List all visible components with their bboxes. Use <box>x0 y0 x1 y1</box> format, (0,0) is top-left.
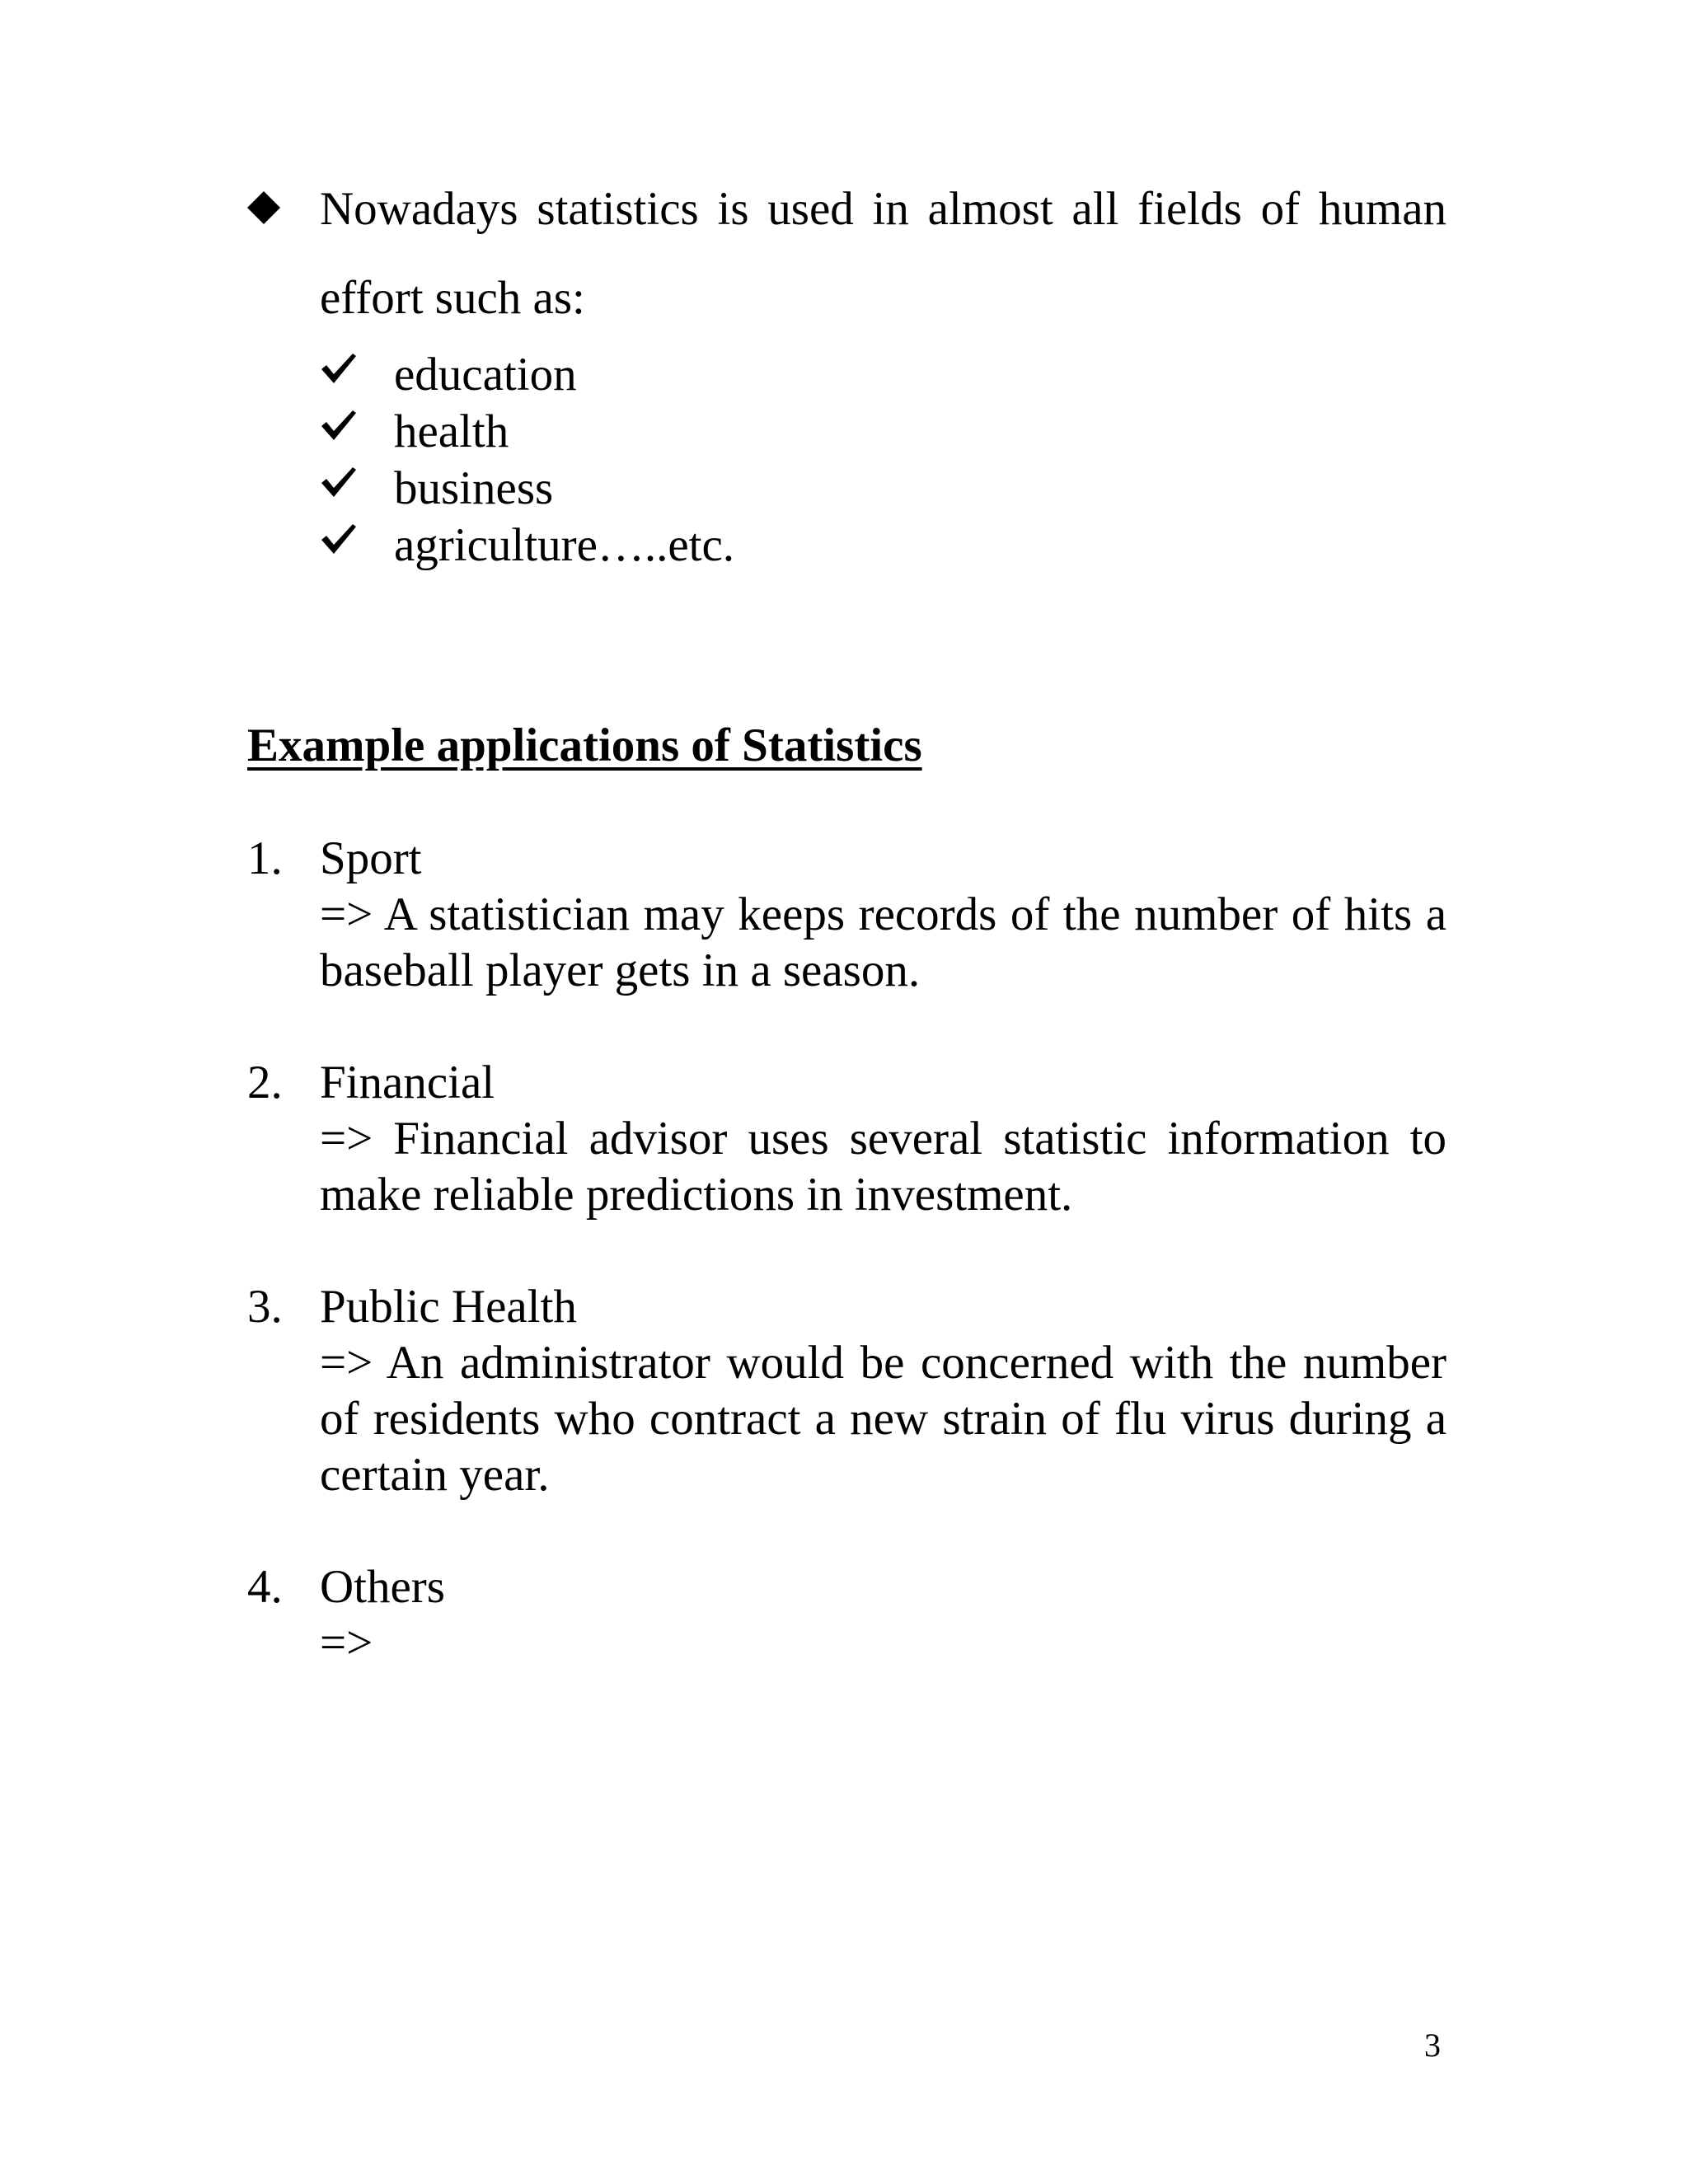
applications-list <box>247 831 1447 1727</box>
item-description: => A statistician may keeps records of the number of hits a baseball player gets in a season. <box>320 888 1447 996</box>
field-label: agriculture…..etc. <box>394 519 735 571</box>
list-item <box>247 831 1447 999</box>
page-number: 3 <box>1424 2027 1441 2064</box>
checkmark-icon <box>320 522 358 556</box>
item-number: 1. <box>247 832 283 884</box>
item-description: => Financial advisor uses several statistic information to make reliable predictions in investment. <box>320 1113 1447 1221</box>
intro-text: Nowadays statistics is used in almost all fields of human effort such as: <box>320 183 1447 324</box>
item-description: => <box>320 1617 373 1669</box>
item-title: Sport <box>320 832 422 884</box>
checkmark-icon <box>320 408 358 443</box>
list-item <box>247 1055 1447 1223</box>
list-item <box>320 460 1447 517</box>
section-heading: Example applications of Statistics <box>247 719 922 771</box>
intro-section <box>247 165 1447 574</box>
list-item <box>247 1279 1447 1503</box>
item-title: Others <box>320 1561 445 1613</box>
checkmark-icon <box>320 465 358 499</box>
list-item <box>247 1559 1447 1671</box>
checkmark-icon <box>320 351 358 386</box>
list-item <box>320 346 1447 403</box>
item-title: Financial <box>320 1057 495 1108</box>
item-description: => An administrator would be concerned with the number of residents who contract a new strain of flu virus during a certain year. <box>320 1337 1447 1501</box>
item-number: 4. <box>247 1561 283 1613</box>
item-number: 3. <box>247 1281 283 1333</box>
list-item <box>320 517 1447 574</box>
field-label: health <box>394 405 509 457</box>
field-label: education <box>394 349 577 401</box>
item-title: Public Health <box>320 1281 577 1333</box>
item-number: 2. <box>247 1057 283 1108</box>
field-label: business <box>394 462 554 514</box>
fields-checklist <box>320 346 1447 574</box>
diamond-bullet-icon <box>247 191 280 224</box>
list-item <box>320 403 1447 460</box>
